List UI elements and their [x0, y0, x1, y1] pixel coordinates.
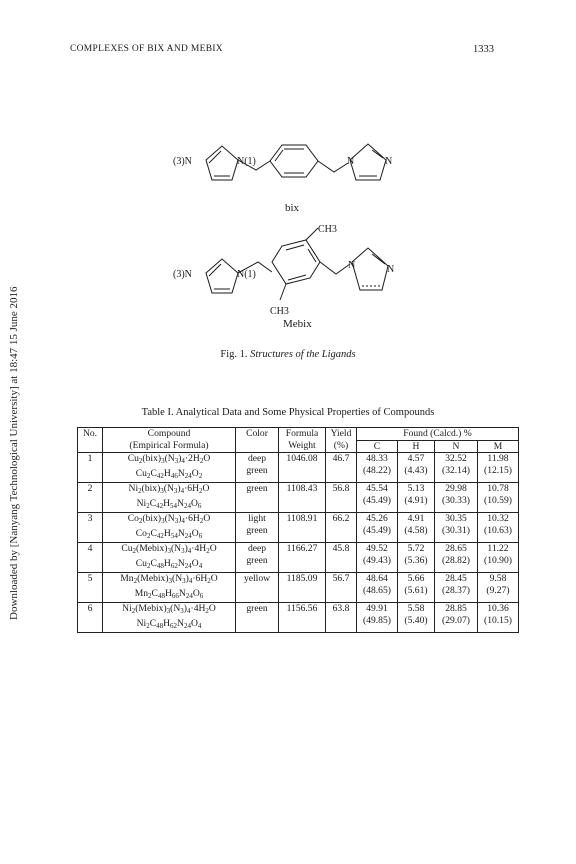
cell-color-line-2	[238, 615, 276, 627]
cell-color-line-1: deep	[247, 543, 267, 554]
cell-compound	[103, 513, 236, 543]
bix-left-imidazole	[206, 146, 238, 180]
cell-weight-line-1: 1156.56	[286, 603, 318, 614]
header-h: H	[398, 440, 435, 453]
mebix-methyl-top: CH3	[318, 224, 337, 235]
cell-compound-line-2: $Mn_2C_{48}H_{66}N_{24}O_6$	[134, 587, 204, 600]
header-c: C	[357, 440, 398, 453]
cell-no	[78, 603, 103, 633]
cell-m-line-2: (10.59)	[484, 494, 512, 506]
table-row	[78, 453, 519, 483]
table-row	[78, 543, 519, 573]
cell-color-line-2: green	[246, 524, 268, 536]
cell-compound	[103, 603, 236, 633]
cell-no-line-1: 4	[87, 543, 93, 554]
cell-n-line-2: (28.82)	[442, 554, 470, 566]
cell-h	[398, 543, 435, 573]
cell-h-line-1: 5.58	[407, 603, 425, 614]
cell-weight-line-1: 1108.43	[286, 483, 318, 494]
cell-n	[435, 543, 478, 573]
header-yield	[326, 428, 357, 453]
header-yield-label: Yield	[330, 428, 352, 439]
cell-weight	[279, 483, 326, 513]
cell-compound-line-2: $Cu_2C_{42}H_{46}N_{24}O_2$	[135, 467, 203, 480]
cell-n-line-1: 29.98	[445, 483, 467, 494]
cell-m-line-1: 9.58	[489, 573, 507, 584]
cell-m-line-2: (10.63)	[484, 524, 512, 536]
cell-h-line-2: (5.40)	[404, 614, 428, 626]
cell-c-line-2: (49.85)	[363, 614, 391, 626]
cell-n	[435, 573, 478, 603]
cell-yield-line-1: 45.8	[332, 543, 350, 554]
cell-yield	[326, 513, 357, 543]
cell-no	[78, 543, 103, 573]
cell-h-line-1: 4.57	[407, 453, 425, 464]
cell-c-line-1: 49.52	[366, 543, 388, 554]
mebix-name: Mebix	[283, 318, 312, 330]
cell-yield-line-1: 46.7	[332, 453, 350, 464]
cell-c-line-2: (45.49)	[363, 524, 391, 536]
cell-compound-line-2: $Ni_2C_{48}H_{62}N_{24}O_4$	[136, 617, 202, 630]
bix-n-right-label: N	[385, 156, 393, 167]
cell-h-line-2: (4.58)	[404, 524, 428, 536]
cell-color	[236, 543, 279, 573]
cell-weight	[279, 543, 326, 573]
cell-compound-line-2: $Cu_2C_{48}H_{62}N_{24}O_4$	[135, 557, 203, 570]
cell-no	[78, 483, 103, 513]
cell-n-line-1: 28.85	[445, 603, 467, 614]
cell-weight	[279, 603, 326, 633]
page-number: 1333	[473, 44, 494, 55]
table-row	[78, 513, 519, 543]
cell-yield	[326, 543, 357, 573]
cell-c	[357, 573, 398, 603]
cell-color-line-2: green	[246, 464, 268, 476]
cell-compound-line-1: $Ni_2(bix)_3(N_3)_4\cdot 6H_2O$	[128, 483, 210, 495]
bix-right-linker	[318, 161, 348, 172]
cell-n-line-2: (28.37)	[442, 584, 470, 596]
cell-c-line-1: 45.54	[366, 483, 388, 494]
cell-n-line-1: 28.65	[445, 543, 467, 554]
bix-name: bix	[285, 202, 300, 214]
cell-m	[478, 573, 519, 603]
mebix-benzene	[272, 240, 320, 284]
cell-color	[236, 603, 279, 633]
cell-compound-line-1: $Cu_2(bix)_3(N_3)_4\cdot 2H_2O$	[127, 453, 211, 465]
header-compound-sub: (Empirical Formula)	[129, 439, 209, 451]
mebix-right-imidazole	[352, 248, 388, 290]
cell-no-line-1: 6	[87, 603, 93, 614]
cell-c	[357, 513, 398, 543]
cell-weight-line-1: 1108.91	[286, 513, 318, 524]
mebix-left-imidazole	[206, 259, 238, 293]
cell-weight-line-1: 1185.09	[286, 573, 318, 584]
running-title: COMPLEXES OF BIX AND MEBIX	[70, 44, 223, 54]
bix-n-label: N	[347, 156, 355, 167]
figure-caption-prefix: Fig. 1.	[220, 349, 248, 360]
cell-yield	[326, 573, 357, 603]
cell-weight-line-1: 1046.08	[286, 453, 318, 464]
mebix-methyl-bottom-bond	[280, 284, 286, 300]
cell-no-line-1: 5	[87, 573, 93, 584]
cell-c-line-2: (49.43)	[363, 554, 391, 566]
cell-no-line-1: 2	[87, 483, 93, 494]
cell-n-line-2: (30.31)	[442, 524, 470, 536]
header-formula-weight	[279, 428, 326, 453]
cell-c-line-1: 48.33	[366, 453, 388, 464]
table-row	[78, 483, 519, 513]
cell-compound-line-1: $Ni_2(Mebix)_3(N_3)_4\cdot 4H_2O$	[122, 603, 216, 615]
cell-n	[435, 453, 478, 483]
cell-no-line-1: 3	[87, 513, 93, 524]
mebix-methyl-bottom: CH3	[270, 306, 289, 317]
cell-c-line-1: 45.26	[366, 513, 388, 524]
cell-yield-line-1: 66.2	[332, 513, 350, 524]
bix-benzene	[270, 145, 318, 177]
cell-compound-line-1: $Co_2(bix)_3(N_3)_4\cdot 6H_2O$	[127, 513, 211, 525]
cell-compound	[103, 483, 236, 513]
mebix-n-label: N	[348, 260, 356, 271]
cell-color-line-1: green	[246, 483, 268, 494]
header-formula-label: Formula	[285, 428, 319, 439]
cell-c	[357, 453, 398, 483]
header-color: Color	[236, 428, 279, 453]
cell-color	[236, 513, 279, 543]
cell-m-line-1: 11.22	[487, 543, 509, 554]
cell-n	[435, 483, 478, 513]
cell-n-line-1: 28.45	[445, 573, 467, 584]
cell-h-line-1: 5.13	[407, 483, 425, 494]
cell-yield-line-1: 56.8	[332, 483, 350, 494]
cell-c-line-2: (48.65)	[363, 584, 391, 596]
cell-weight	[279, 573, 326, 603]
cell-h-line-2: (5.61)	[404, 584, 428, 596]
mebix-right-linker	[320, 262, 350, 274]
cell-yield-line-1: 56.7	[332, 573, 350, 584]
download-notice: Downloaded by [Nanyang Technological University] at 18:47 15 June 2016	[8, 286, 20, 620]
table-row	[78, 573, 519, 603]
cell-no	[78, 453, 103, 483]
cell-m	[478, 483, 519, 513]
cell-h-line-2: (4.91)	[404, 494, 428, 506]
header-n: N	[435, 440, 478, 453]
cell-m-line-2: (10.15)	[484, 614, 512, 626]
mebix-n-right-label: N	[387, 264, 395, 275]
cell-m-line-2: (10.90)	[484, 554, 512, 566]
cell-color-line-1: deep	[247, 453, 267, 464]
cell-yield	[326, 453, 357, 483]
cell-compound	[103, 573, 236, 603]
cell-color	[236, 573, 279, 603]
cell-h	[398, 513, 435, 543]
header-found: Found (Calcd.) %	[357, 428, 519, 441]
cell-compound	[103, 543, 236, 573]
mebix-n1-label: N(1)	[237, 269, 256, 280]
header-compound-label: Compound	[147, 428, 191, 439]
cell-h	[398, 573, 435, 603]
cell-n-line-2: (30.33)	[442, 494, 470, 506]
cell-no	[78, 513, 103, 543]
cell-m-line-1: 11.98	[487, 453, 509, 464]
cell-m-line-1: 10.78	[487, 483, 509, 494]
cell-m	[478, 453, 519, 483]
table-row	[78, 603, 519, 633]
bix-right-imidazole	[350, 144, 386, 180]
cell-compound-line-1: $Cu_2(Mebix)_3(N_3)_4\cdot 4H_2O$	[121, 543, 217, 555]
cell-weight	[279, 453, 326, 483]
cell-color-line-2	[238, 495, 276, 507]
figure-caption-text: Structures of the Ligands	[250, 349, 356, 360]
mebix-methyl-top-bond	[306, 228, 318, 240]
table-title: Table I. Analytical Data and Some Physical Properties of Compounds	[141, 407, 435, 418]
table-body	[78, 453, 519, 633]
cell-m-line-2: (9.27)	[486, 584, 510, 596]
cell-yield	[326, 603, 357, 633]
mebix-n3-label: (3)N	[173, 269, 192, 280]
cell-color	[236, 483, 279, 513]
cell-compound	[103, 453, 236, 483]
cell-color-line-1: green	[246, 603, 268, 614]
cell-compound-line-1: $Mn_2(Mebix)_3(N_3)_4\cdot 6H_2O$	[120, 573, 218, 585]
cell-c	[357, 603, 398, 633]
cell-h-line-1: 5.72	[407, 543, 425, 554]
cell-h-line-1: 4.91	[407, 513, 425, 524]
cell-yield-line-1: 63.8	[332, 603, 350, 614]
bix-n3-label: (3)N	[173, 156, 192, 167]
header-m: M	[478, 440, 519, 453]
cell-h	[398, 453, 435, 483]
cell-c-line-2: (48.22)	[363, 464, 391, 476]
cell-h-line-2: (4.43)	[404, 464, 428, 476]
cell-c-line-1: 48.64	[366, 573, 388, 584]
table-header-row	[78, 428, 519, 441]
header-yield-unit: (%)	[333, 439, 349, 451]
header-compound	[103, 428, 236, 453]
cell-m-line-1: 10.32	[487, 513, 509, 524]
header-no: No.	[78, 428, 103, 453]
cell-no	[78, 573, 103, 603]
cell-yield	[326, 483, 357, 513]
cell-n-line-2: (32.14)	[442, 464, 470, 476]
cell-h	[398, 603, 435, 633]
cell-h	[398, 483, 435, 513]
cell-color-line-1: yellow	[243, 573, 271, 584]
cell-m	[478, 543, 519, 573]
cell-color-line-1: light	[248, 513, 266, 524]
cell-n	[435, 513, 478, 543]
cell-color-line-2: green	[246, 554, 268, 566]
cell-n-line-1: 32.52	[445, 453, 467, 464]
figure-caption	[0, 349, 576, 360]
cell-compound-line-2: $Ni_2C_{42}H_{54}N_{24}O_6$	[136, 497, 202, 510]
cell-c	[357, 483, 398, 513]
cell-weight	[279, 513, 326, 543]
cell-n-line-1: 30.35	[445, 513, 467, 524]
header-weight-label: Weight	[288, 439, 316, 451]
cell-n	[435, 603, 478, 633]
ligand-structures-figure	[0, 0, 576, 345]
cell-c	[357, 543, 398, 573]
cell-weight-line-1: 1166.27	[286, 543, 318, 554]
cell-h-line-2: (5.36)	[404, 554, 428, 566]
cell-m-line-1: 10.36	[487, 603, 509, 614]
cell-m-line-2: (12.15)	[484, 464, 512, 476]
analytical-data-table	[77, 427, 519, 633]
bix-n1-label: N(1)	[237, 156, 256, 167]
cell-c-line-1: 49.91	[366, 603, 388, 614]
cell-color-line-2	[238, 585, 276, 597]
cell-c-line-2: (45.49)	[363, 494, 391, 506]
cell-n-line-2: (29.07)	[442, 614, 470, 626]
cell-h-line-1: 5.66	[407, 573, 425, 584]
cell-m	[478, 603, 519, 633]
cell-no-line-1: 1	[87, 453, 93, 464]
cell-m	[478, 513, 519, 543]
cell-compound-line-2: $Co_2C_{42}H_{54}N_{24}O_6$	[135, 527, 203, 540]
cell-color	[236, 453, 279, 483]
